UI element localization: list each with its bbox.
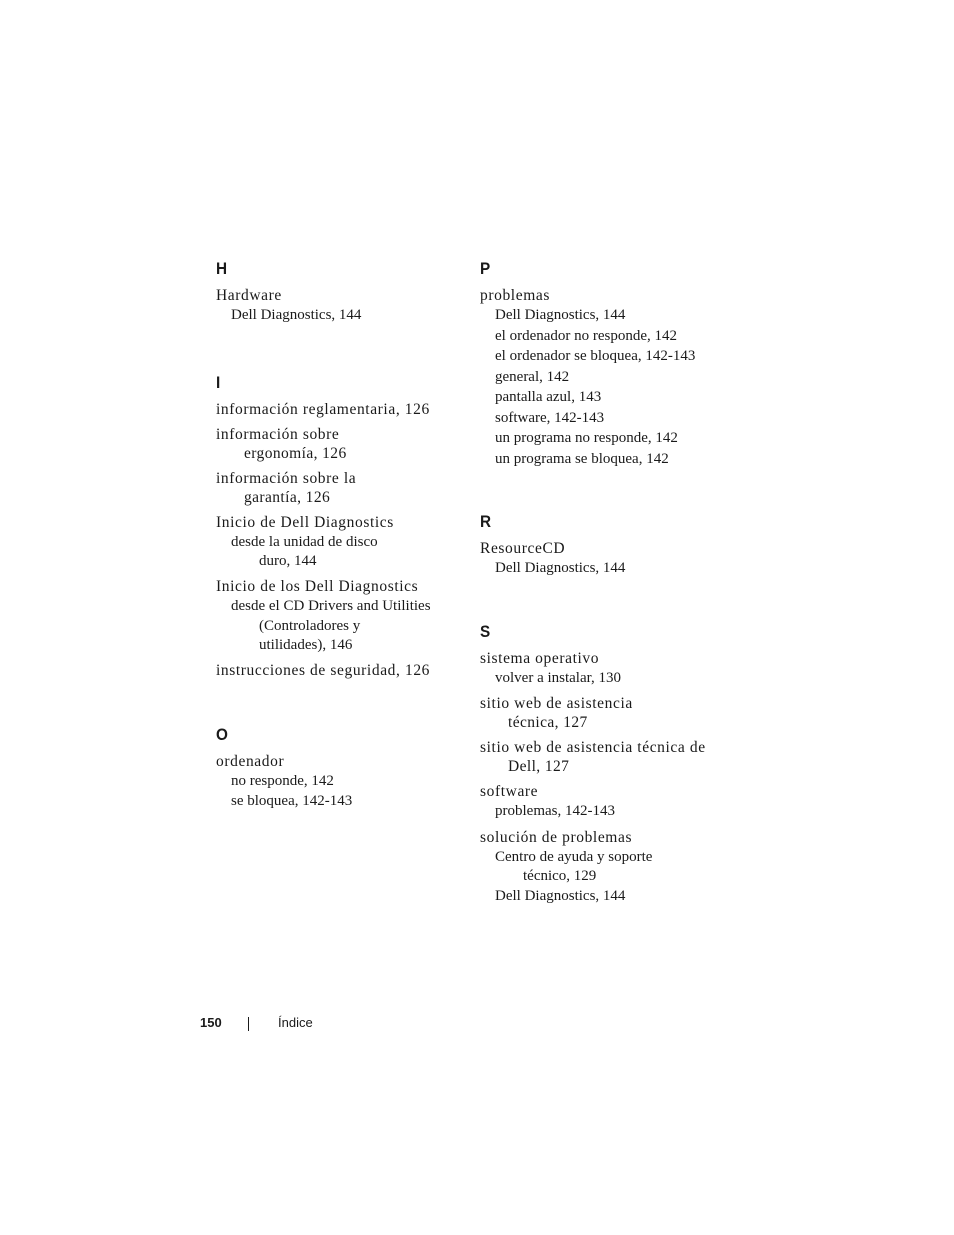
index-subentry-text: se bloquea, 142-143	[231, 793, 353, 809]
section-letter: H	[216, 259, 228, 278]
index-entry	[480, 738, 730, 776]
section-letter: S	[480, 621, 491, 641]
index-term-text: problemas	[480, 287, 550, 304]
index-subentry	[216, 791, 456, 812]
footer-title: Índice	[278, 1015, 313, 1030]
index-term-text: solución de problemas	[480, 828, 633, 846]
index-term	[480, 694, 730, 732]
index-entry	[480, 828, 730, 907]
index-subentry-text: desde el CD Drivers and Utilities	[231, 598, 431, 614]
index-section-p	[480, 258, 730, 469]
index-subentry-continuation: duro, 144	[259, 553, 317, 569]
index-entry	[480, 539, 730, 579]
index-entry	[216, 469, 456, 507]
index-term-continuation: garantía, 126	[244, 488, 331, 506]
index-section-i	[216, 372, 456, 680]
index-subentry-text: un programa se bloquea, 142	[495, 450, 669, 467]
index-term-text: Hardware	[216, 287, 282, 304]
index-subentry	[480, 387, 730, 408]
page-number: 150	[200, 1015, 222, 1030]
index-entry	[216, 513, 456, 572]
index-term-text: sitio web de asistencia	[480, 695, 633, 712]
index-subentry-text: no responde, 142	[231, 772, 334, 789]
index-entry	[216, 752, 456, 812]
index-subentry	[480, 847, 730, 887]
index-subentry-text: problemas, 142-143	[495, 803, 615, 819]
index-term	[216, 286, 456, 305]
index-subentry-text: Dell Diagnostics, 144	[231, 307, 362, 323]
index-column-right	[480, 258, 730, 913]
index-subentry	[480, 408, 730, 429]
index-entry	[216, 400, 456, 419]
index-subentry	[480, 346, 730, 367]
index-subentry-text: Dell Diagnostics, 144	[495, 307, 626, 323]
index-term	[480, 286, 730, 305]
index-subentry	[216, 532, 456, 572]
index-column-left	[216, 258, 456, 818]
index-term-text: información sobre	[216, 425, 340, 443]
index-entry	[216, 661, 456, 680]
index-term-text: sistema operativo	[480, 649, 600, 667]
index-term	[216, 661, 456, 680]
index-entry	[480, 694, 730, 732]
index-subentry-text: un programa no responde, 142	[495, 430, 678, 446]
index-term	[480, 649, 730, 668]
index-subentry-text: general, 142	[495, 368, 570, 385]
index-term	[480, 738, 730, 776]
index-entry	[480, 286, 730, 469]
index-subentry	[480, 326, 730, 347]
index-section-s	[480, 621, 730, 907]
index-entry	[480, 782, 730, 822]
index-subentry-text: el ordenador se bloquea, 142-143	[495, 348, 696, 364]
index-term	[216, 513, 456, 532]
section-letter: O	[216, 724, 228, 744]
index-subentry-continuation: utilidades), 146	[259, 636, 353, 653]
index-term-text: Inicio de Dell Diagnostics	[216, 513, 394, 531]
index-term-text: información sobre la	[216, 469, 357, 487]
index-term-continuation: ergonomía, 126	[244, 444, 347, 462]
index-term	[216, 400, 456, 419]
section-letter: I	[216, 372, 221, 392]
index-subentry-text: Centro de ayuda y soporte	[495, 848, 653, 865]
index-section-h	[216, 258, 456, 326]
index-term-text: información reglamentaria, 126	[216, 400, 430, 418]
index-subentry	[480, 668, 730, 689]
index-entry	[216, 286, 456, 326]
index-subentry	[216, 596, 456, 655]
index-term-text: Inicio de los Dell Diagnostics	[216, 578, 419, 595]
index-term	[480, 539, 730, 558]
index-term	[216, 469, 456, 507]
index-subentry	[480, 367, 730, 388]
index-term-text: ordenador	[216, 752, 285, 770]
index-term	[216, 752, 456, 771]
index-term-text: sitio web de asistencia técnica de	[480, 739, 706, 756]
index-subentry	[480, 428, 730, 449]
section-letter: R	[480, 512, 492, 531]
index-subentry	[480, 449, 730, 470]
index-term-text: instrucciones de seguridad, 126	[216, 661, 431, 679]
index-term	[480, 828, 730, 847]
index-term	[480, 782, 730, 801]
index-subentry-continuation: técnico, 129	[523, 868, 597, 884]
index-subentry	[480, 886, 730, 907]
footer-divider	[248, 1017, 249, 1031]
section-letter: P	[480, 259, 491, 278]
index-subentry-text: el ordenador no responde, 142	[495, 327, 678, 344]
index-entry	[480, 649, 730, 689]
index-section-r	[480, 511, 730, 579]
index-entry	[216, 425, 456, 463]
index-subentry-continuation: (Controladores y	[259, 617, 361, 634]
index-subentry-text: Dell Diagnostics, 144	[495, 560, 626, 576]
index-subentry	[480, 801, 730, 822]
index-subentry-text: volver a instalar, 130	[495, 669, 622, 686]
index-term-text: software	[480, 783, 539, 800]
index-term-continuation: Dell, 127	[508, 758, 570, 775]
index-term	[216, 577, 456, 596]
index-subentry-text: desde la unidad de disco	[231, 533, 378, 550]
index-subentry-text: Dell Diagnostics, 144	[495, 888, 626, 904]
index-subentry-text: pantalla azul, 143	[495, 389, 602, 405]
index-term-text: ResourceCD	[480, 540, 566, 557]
index-subentry	[480, 558, 730, 579]
index-subentry	[480, 305, 730, 326]
index-section-o	[216, 724, 456, 812]
index-term-continuation: técnica, 127	[508, 714, 588, 731]
index-subentry-text: software, 142-143	[495, 409, 605, 426]
index-term	[216, 425, 456, 463]
index-entry	[216, 577, 456, 655]
index-subentry	[216, 305, 456, 326]
index-subentry	[216, 771, 456, 792]
